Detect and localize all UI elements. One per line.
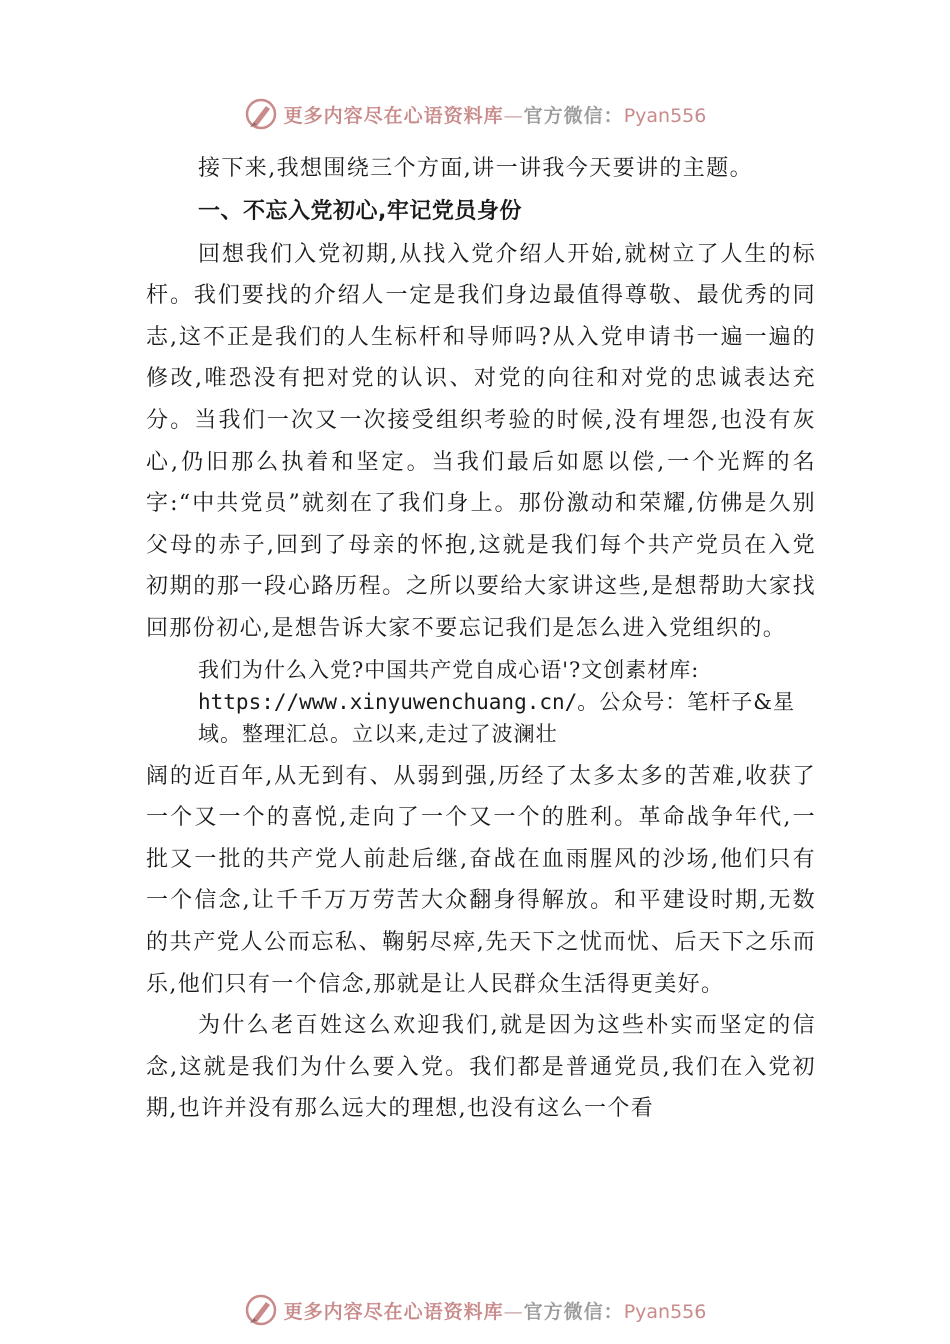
embedded-note-line-1: 我们为什么入党?中国共产党自成心语'?文创素材库: bbox=[198, 657, 700, 682]
watermark-site: 更多内容尽在心语资料库 bbox=[283, 1300, 504, 1323]
watermark-label: 官方微信： bbox=[523, 104, 624, 127]
body-paragraph-2: 阔的近百年,从无到有、从弱到强,历经了太多太多的苦难,收获了一个又一个的喜悦,走向了一个又一个的胜利。革命战争年代,一批又一批的共产党人前赴后继,奋战在血雨腥风的沙场,他们只有一个信念,让千千万万劳苦大众翻身得解放。和平建设时期,无数的共产党人公而忘私、鞠躬尽瘁,先天下之忧而忧、后天下之乐而乐,他们只有一个信念,那就是让人民群众生活得更美好。 bbox=[146, 763, 816, 997]
body-paragraph-3: 为什么老百姓这么欢迎我们,就是因为这些朴实而坚定的信念,这就是我们为什么要入党。我们都是普通党员,我们在入党初期,也许并没有那么远大的理想,也没有这么一个看 bbox=[146, 1013, 816, 1122]
section-heading: 一、不忘入党初心,牢记党员身份 bbox=[198, 198, 522, 224]
document-body bbox=[146, 148, 816, 1130]
watermark-text bbox=[284, 1297, 707, 1324]
watermark-separator: — bbox=[503, 104, 524, 127]
watermark-separator: — bbox=[503, 1300, 524, 1323]
embedded-note-line-2-rest: 。公众号：笔杆子&星 bbox=[577, 689, 795, 714]
watermark-id: Pyan556 bbox=[623, 104, 707, 127]
watermark-id: Pyan556 bbox=[623, 1300, 707, 1323]
embedded-note bbox=[146, 654, 816, 750]
embedded-note-url: https://www.xinyuwenchuang.cn/ bbox=[198, 689, 578, 714]
body-paragraph-1: 回想我们入党初期,从找入党介绍人开始,就树立了人生的标杆。我们要找的介绍人一定是我们身边最值得尊敬、最优秀的同志,这不正是我们的人生标杆和导师吗?从入党申请书一遍一遍的修改,唯恐没有把对党的认识、对党的向往和对党的忠诚表达充分。当我们一次又一次接受组织考验的时候,没有埋怨,也没有灰心,仍旧那么执着和坚定。当我们最后如愿以偿,一个光辉的名字:“中共党员”就刻在了我们身上。那份激动和荣耀,仿佛是久别父母的赤子,回到了母亲的怀抱,这就是我们每个共产党员在入党初期的那一段心路历程。之所以要给大家讲这些,是想帮助大家找回那份初心,是想告诉大家不要忘记我们是怎么进入党组织的。 bbox=[146, 241, 816, 641]
pen-nib-circle-icon bbox=[244, 97, 278, 131]
watermark-header bbox=[0, 94, 950, 134]
watermark-site: 更多内容尽在心语资料库 bbox=[283, 104, 504, 127]
embedded-note-line-2 bbox=[198, 686, 816, 718]
watermark-footer bbox=[0, 1290, 950, 1330]
intro-paragraph: 接下来,我想围绕三个方面,讲一讲我今天要讲的主题。 bbox=[198, 156, 753, 181]
embedded-note-line-3: 域。整理汇总。立以来,走过了波澜壮 bbox=[198, 721, 558, 746]
watermark-text bbox=[284, 101, 707, 128]
pen-nib-circle-icon bbox=[244, 1293, 278, 1327]
watermark-label: 官方微信： bbox=[523, 1300, 624, 1323]
